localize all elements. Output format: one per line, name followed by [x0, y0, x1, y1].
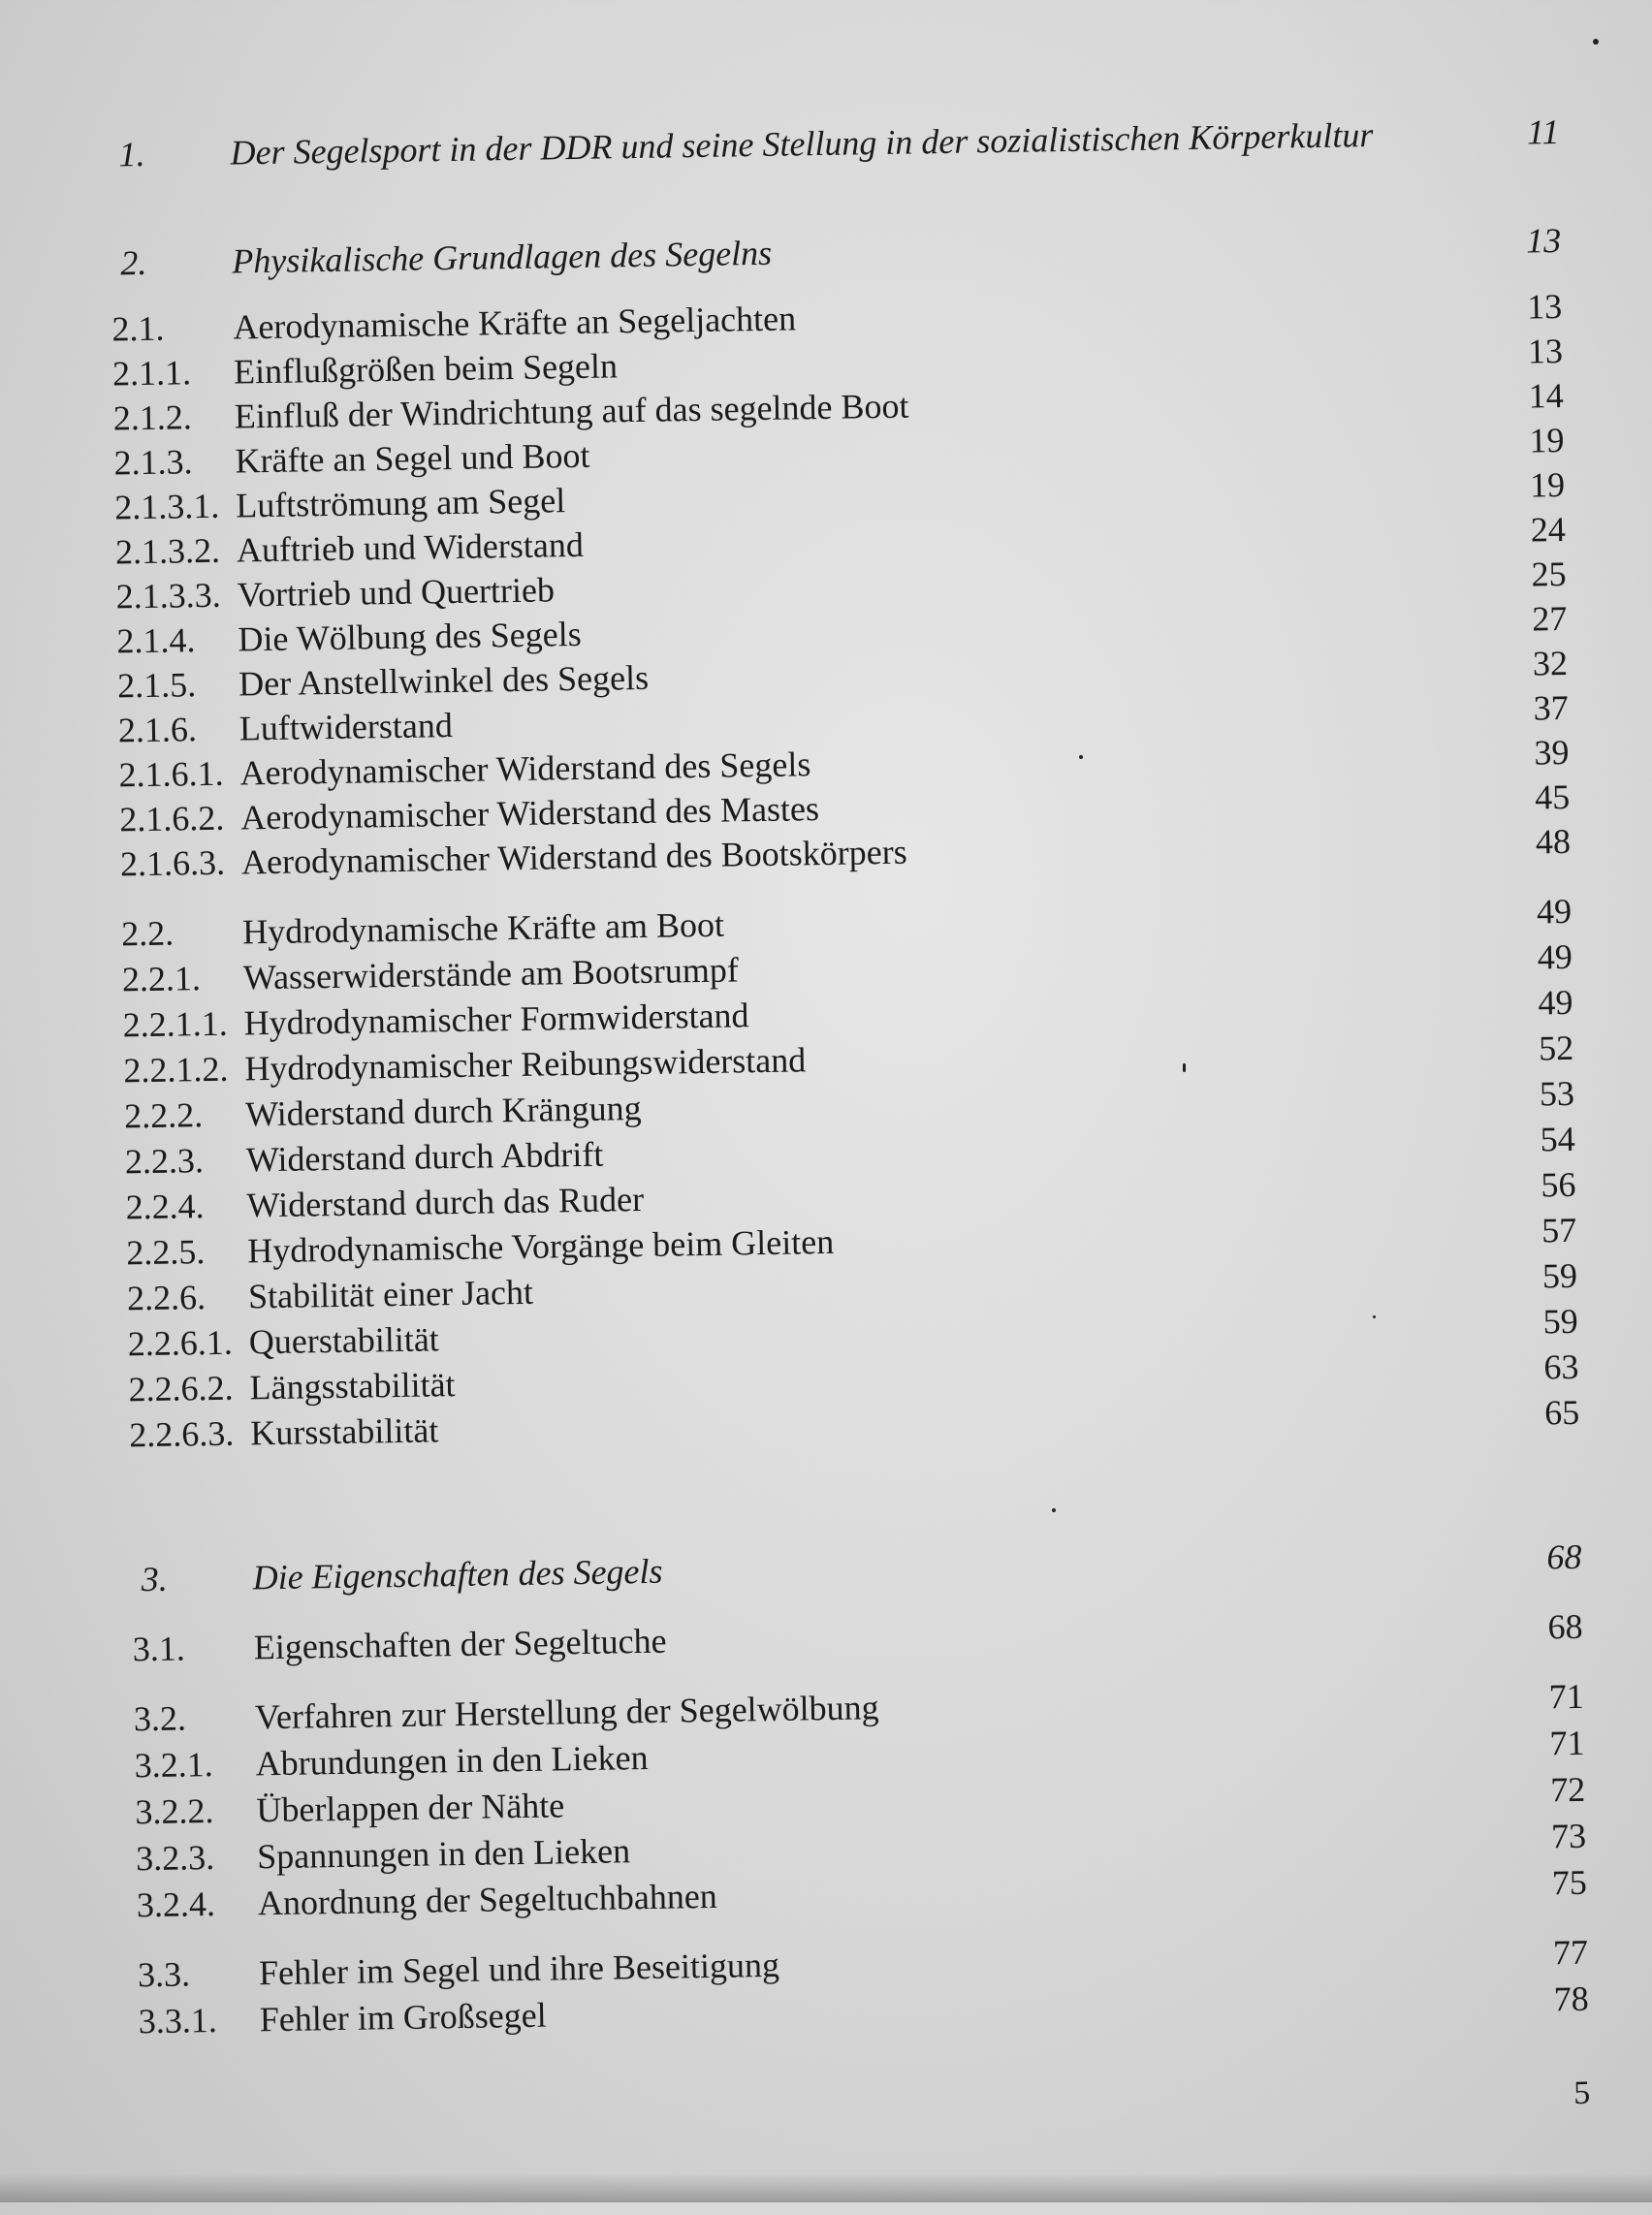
- toc-entry-page: 14: [1528, 375, 1564, 416]
- toc-entry-page: 25: [1531, 554, 1567, 594]
- dust-speck: [1052, 1508, 1056, 1512]
- toc-entry-page: 77: [1552, 1932, 1589, 1973]
- toc-entry-page: 75: [1551, 1862, 1588, 1903]
- toc-entry-page: 45: [1534, 776, 1571, 817]
- dust-speck: [1593, 39, 1599, 45]
- toc-entry-page: 52: [1538, 1028, 1574, 1068]
- toc-entry-page: 68: [1547, 1606, 1583, 1647]
- toc-entry-number: 2.1.2.: [112, 397, 193, 438]
- toc-entry-number: 2.1.4.: [116, 620, 196, 661]
- toc-entry-number: 3.: [141, 1559, 168, 1599]
- toc-entry-title: Aerodynamischer Widerstand des Mastes: [240, 789, 820, 838]
- toc-entry-page: 56: [1541, 1164, 1576, 1205]
- toc-entry-title: Überlappen der Nähte: [256, 1786, 565, 1830]
- toc-entry-title: Spannungen in den Lieken: [256, 1831, 631, 1877]
- toc-entry-number: 3.2.: [133, 1698, 187, 1739]
- toc-entry-title: Wasserwiderstände am Bootsrumpf: [242, 950, 740, 997]
- toc-entry-title: Einfluß der Windrichtung auf das segelnde Boot: [234, 386, 909, 436]
- toc-entry-number: 3.2.3.: [135, 1838, 215, 1879]
- toc-entry-title: Querstabilität: [248, 1319, 440, 1362]
- toc-entry-title: Kursstabilität: [249, 1410, 439, 1453]
- toc-entry-page: 32: [1532, 643, 1569, 683]
- toc-entry-number: 2.1.6.1.: [118, 753, 224, 795]
- toc-entry-number: 2.: [120, 242, 147, 283]
- toc-entry-page: 13: [1527, 331, 1564, 371]
- toc-entry-page: 49: [1538, 982, 1573, 1023]
- toc-entry-number: 2.1.6.2.: [119, 798, 225, 839]
- toc-entry-title: Widerstand durch Abdrift: [245, 1134, 604, 1180]
- toc-entry-number: 3.2.2.: [135, 1791, 214, 1832]
- toc-entry-title: Die Wölbung des Segels: [238, 614, 583, 659]
- toc-entry-page: 57: [1541, 1210, 1577, 1250]
- toc-entry-number: 2.1.6.3.: [119, 842, 226, 884]
- toc-entry: [0, 108, 1637, 180]
- toc-entry-page: 11: [1526, 111, 1560, 152]
- toc-entry-number: 2.1.3.: [113, 442, 193, 483]
- toc-entry-title: Vortrieb und Quertrieb: [237, 570, 556, 615]
- toc-entry-title: Einflußgrößen beim Segeln: [233, 346, 619, 392]
- toc-entry-page: 19: [1529, 464, 1566, 505]
- toc-entry-page: 54: [1540, 1119, 1576, 1159]
- toc-entry-page: 71: [1549, 1723, 1585, 1763]
- toc-entry-title: Hydrodynamischer Reibungswiderstand: [244, 1040, 807, 1089]
- toc-entry-page: 24: [1530, 509, 1567, 550]
- toc-entry-title: Eigenschaften der Segeltuche: [253, 1621, 667, 1667]
- toc-entry-number: 3.2.1.: [134, 1745, 213, 1786]
- toc-entry-title: Kräfte an Segel und Boot: [235, 435, 590, 481]
- toc-entry-number: 3.3.1.: [138, 2000, 218, 2041]
- toc-entry-title: Hydrodynamische Vorgänge beim Gleiten: [247, 1221, 835, 1271]
- toc-entry-number: 2.2.2.: [123, 1095, 204, 1136]
- toc-entry-number: 2.2.6.1.: [127, 1322, 234, 1364]
- toc-entry-page: 68: [1546, 1536, 1582, 1577]
- toc-entry-number: 3.3.: [137, 1954, 191, 1995]
- toc-entry-page: 78: [1553, 1978, 1589, 2019]
- toc-entry-page: 71: [1548, 1676, 1585, 1717]
- toc-entry-number: 2.1.1.: [111, 353, 192, 394]
- toc-entry-title: Abrundungen in den Lieken: [255, 1737, 649, 1784]
- toc-entry-page: 48: [1535, 821, 1572, 862]
- toc-entry-title: Physikalische Grundlagen des Segelns: [232, 233, 773, 281]
- toc-entry-number: 3.1.: [132, 1629, 186, 1669]
- toc-entry-page: 19: [1529, 420, 1565, 460]
- toc-entry-title: Auftrieb und Widerstand: [236, 524, 585, 570]
- dust-speck: [1373, 1315, 1376, 1318]
- toc-entry-page: 39: [1534, 732, 1570, 773]
- toc-entry: [0, 216, 1639, 289]
- page-edge-shadow: [0, 2173, 1652, 2202]
- toc-entry-number: 2.1.3.2.: [114, 530, 221, 572]
- toc-entry-page: 13: [1525, 220, 1562, 261]
- toc-entry-page: 72: [1549, 1769, 1586, 1810]
- toc-entry-number: 2.1.: [111, 308, 165, 349]
- toc-entry-number: 1.: [118, 134, 145, 174]
- toc-entry-number: 2.2.3.: [124, 1141, 205, 1182]
- dust-speck: [1183, 1063, 1186, 1072]
- toc-entry-number: 2.2.6.2.: [128, 1368, 234, 1409]
- toc-entry-number: 2.2.1.2.: [123, 1049, 229, 1091]
- toc-entry-number: 2.1.3.3.: [115, 575, 222, 617]
- toc-entry-title: Aerodynamischer Widerstand des Bootskörpers: [240, 832, 908, 882]
- toc-entry-page: 59: [1542, 1301, 1578, 1342]
- toc-entry-title: Widerstand durch das Ruder: [246, 1179, 645, 1225]
- toc-entry-title: Der Anstellwinkel des Segels: [238, 657, 650, 704]
- toc-entry-title: Hydrodynamischer Formwiderstand: [243, 996, 749, 1043]
- toc-entry-page: 53: [1539, 1073, 1575, 1114]
- toc-entry-page: 65: [1543, 1392, 1580, 1433]
- toc-entry-page: 63: [1543, 1346, 1579, 1387]
- toc-entry-number: 2.2.1.1.: [122, 1003, 228, 1045]
- toc-entry-number: 2.1.6.: [117, 710, 198, 750]
- toc-entry-page: 27: [1531, 598, 1568, 639]
- toc-entry-number: 2.2.1.: [121, 959, 202, 999]
- toc-entry-title: Der Segelsport in der DDR und seine Stellung in der sozialistischen Körperkultur: [230, 115, 1374, 173]
- toc-entry-number: 3.2.4.: [136, 1884, 216, 1925]
- toc-entry-page: 49: [1536, 891, 1573, 932]
- toc-entry-title: Verfahren zur Herstellung der Segelwölbung: [254, 1688, 879, 1737]
- toc-entry-page: 49: [1537, 936, 1573, 977]
- toc-entry-number: 2.2.: [120, 913, 175, 954]
- toc-entry: [8, 1602, 1652, 1675]
- toc-entry-page: 73: [1550, 1816, 1587, 1856]
- toc-entry-title: Fehler im Segel und ihre Beseitigung: [258, 1945, 780, 1993]
- page-number: 5: [1573, 2074, 1591, 2112]
- toc-entry-title: Aerodynamischer Widerstand des Segels: [239, 744, 811, 793]
- toc-entry-title: Stabilität einer Jacht: [247, 1272, 534, 1316]
- toc-entry-title: Längsstabilität: [249, 1365, 456, 1408]
- toc-entry-title: Luftströmung am Segel: [235, 481, 566, 525]
- toc-entry-title: Aerodynamische Kräfte an Segeljachten: [233, 299, 797, 347]
- toc-entry-number: 2.2.6.3.: [129, 1413, 235, 1455]
- toc-entry-title: Die Eigenschaften des Segels: [252, 1551, 663, 1598]
- toc-entry-page: 37: [1533, 687, 1570, 728]
- toc-entry-title: Hydrodynamische Kräfte am Boot: [241, 904, 725, 952]
- toc-entry-title: Widerstand durch Krängung: [244, 1088, 642, 1134]
- toc-entry-title: Anordnung der Segeltuchbahnen: [257, 1876, 718, 1923]
- toc-entry-number: 2.2.6.: [126, 1278, 206, 1318]
- toc-entry-page: 13: [1526, 286, 1563, 327]
- toc-entry-number: 2.2.5.: [126, 1232, 206, 1273]
- toc-entry-title: Fehler im Großsegel: [259, 1995, 548, 2040]
- toc-entry-number: 2.1.5.: [116, 665, 197, 706]
- toc-entry-page: 59: [1541, 1255, 1578, 1296]
- toc-entry: [7, 1533, 1652, 1605]
- toc-entry-number: 2.1.3.1.: [113, 486, 220, 527]
- toc-entry-title: Luftwiderstand: [238, 706, 454, 748]
- toc-entry-number: 2.2.4.: [125, 1187, 205, 1227]
- dust-speck: [1079, 755, 1083, 759]
